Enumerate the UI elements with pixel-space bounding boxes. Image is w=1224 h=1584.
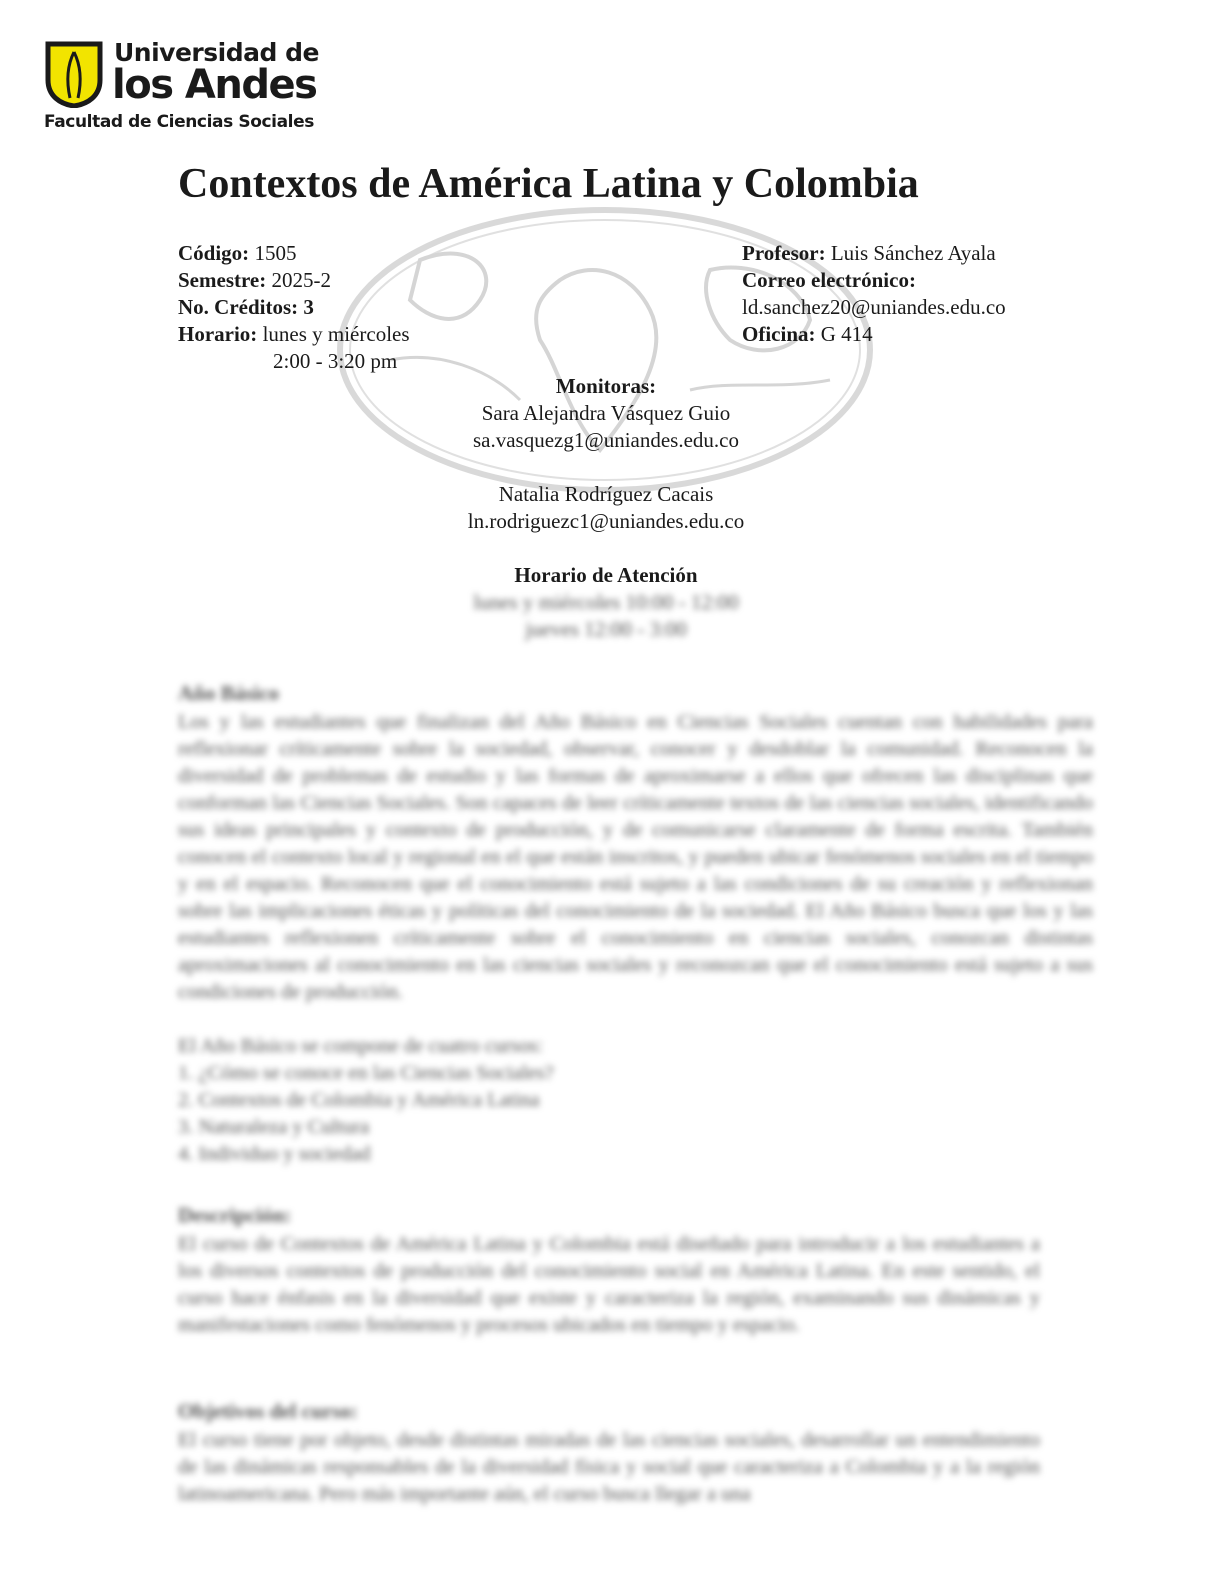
monitors-label: Monitoras: <box>555 374 657 398</box>
section-text: El curso de Contextos de América Latina y Colombia está diseñado para introducir a los estudiantes a los diversos contextos de producción del conocimiento social en América Latina. En este sentido, el curso hace énfasis en la diversidad que existe y caracteriza la región, examinando sus dinámicas y manifestaciones como fenómenos y procesos ubicados en tiempo y espacio. <box>178 1233 1040 1336</box>
course-info <box>178 240 410 375</box>
page-title: Contextos de América Latina y Colombia <box>178 161 919 207</box>
university-logo <box>44 38 319 134</box>
section-anio-basico <box>178 680 1093 1168</box>
course-schedule-time: 2:00 - 3:20 pm <box>273 349 398 373</box>
course-credits: No. Créditos: 3 <box>178 295 314 319</box>
professor-info <box>742 240 1006 348</box>
monitor-email[interactable]: sa.vasquezg1@uniandes.edu.co <box>472 428 739 452</box>
office-hours-line: jueves 12:00 - 3:00 <box>525 617 687 641</box>
course-semester: Semestre: 2025-2 <box>178 268 331 292</box>
section-text: El curso tiene por objeto, desde distintas miradas de las ciencias sociales, desarrollar un entendimiento de las dinámicas responsables de la diversidad física y social que caracteriza a Colombia y a la región latinoamericana. Pero más importante aún, el curso busca llegar a una <box>178 1429 1040 1505</box>
professor-name: Profesor: Luis Sánchez Ayala <box>742 241 996 265</box>
logo-text-los-andes: los Andes <box>112 62 317 108</box>
course-list <box>178 1033 1093 1168</box>
section-objetivos <box>178 1398 1040 1508</box>
course-schedule: Horario: lunes y miércoles <box>178 322 410 346</box>
list-intro: El Año Básico se compone de cuatro cursos: <box>178 1035 543 1057</box>
section-text: Los y las estudiantes que finalizan del Año Básico en Ciencias Sociales cuentan con habilidades para reflexionar críticamente sobre la sociedad, observar, conocer y desdoblar la comunidad. Reconocen la diversidad de problemas de estudio y las formas de aproximarse a ellos que ofrecen las disciplinas que conforman las Ciencias Sociales. Son capaces de leer críticamente textos de las ciencias sociales, identificando sus ideas principales y contexto de producción, y de comunicarse claramente de forma escrita. También conocen el contexto local y regional en el que están inscritos, y pueden ubicar fenómenos sociales en el tiempo y en el espacio. Reconocen que el conocimiento está sujeto a las condiciones de su creación y reflexionan sobre las implicaciones éticas y políticas del conocimiento de la sociedad. El Año Básico busca que los y las estudiantes reflexionen críticamente sobre el conocimiento en ciencias sociales, conozcan distintas aproximaciones al conocimiento en las ciencias sociales y reconozcan que el conocimiento está sujeto a sus condiciones de producción. <box>178 711 1093 1003</box>
section-heading: Descripción: <box>178 1203 292 1227</box>
office-hours-label: Horario de Atención <box>514 563 698 587</box>
course-code: Código: 1505 <box>178 241 297 265</box>
professor-email-label: Correo electrónico: <box>742 268 916 292</box>
section-heading: Objetivos del curso: <box>178 1399 358 1423</box>
office-hours-line: lunes y miércoles 10:00 - 12:00 <box>473 590 739 614</box>
logo-text-facultad: Facultad de Ciencias Sociales <box>44 112 314 132</box>
monitor-name: Sara Alejandra Vásquez Guio <box>481 401 731 425</box>
section-heading: Año Básico <box>178 681 279 705</box>
list-item: 1. ¿Cómo se conoce en las Ciencias Sociales? <box>178 1062 554 1084</box>
shield-icon <box>44 40 104 108</box>
monitors-block <box>306 373 906 643</box>
list-item: 3. Naturaleza y Cultura <box>178 1116 370 1138</box>
list-item: 4. Individuo y sociedad <box>178 1143 371 1165</box>
professor-email[interactable]: ld.sanchez20@uniandes.edu.co <box>742 295 1006 319</box>
monitor-name: Natalia Rodríguez Cacais <box>498 482 714 506</box>
logo-text-universidad: Universidad de <box>114 38 319 67</box>
section-descripcion <box>178 1202 1040 1339</box>
professor-office: Oficina: G 414 <box>742 322 873 346</box>
list-item: 2. Contextos de Colombia y América Latina <box>178 1089 540 1111</box>
monitor-email[interactable]: ln.rodriguezc1@uniandes.edu.co <box>467 509 745 533</box>
